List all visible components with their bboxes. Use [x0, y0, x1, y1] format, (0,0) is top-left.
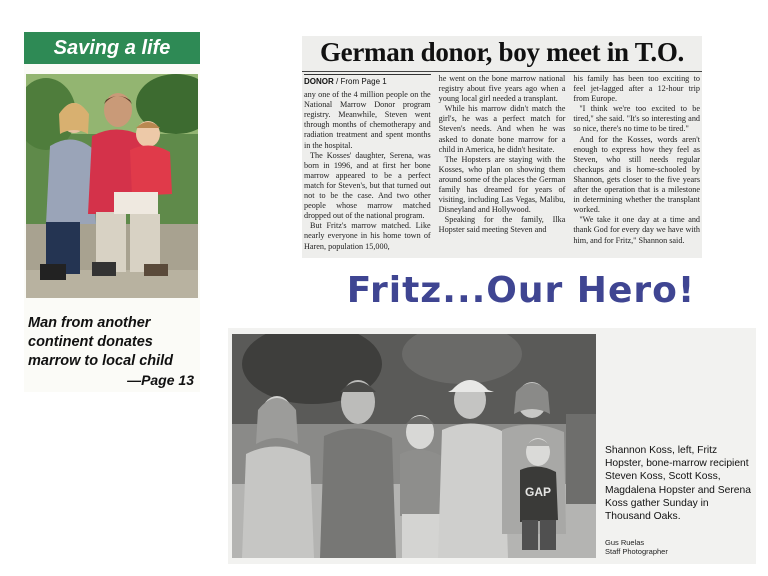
article-byline	[304, 74, 431, 87]
photo-credit	[605, 538, 751, 556]
article-paragraph: he went on the bone marrow national registry about five years ago when a young local girl needed a transplant.	[438, 74, 566, 104]
left-banner: Saving a life	[24, 32, 200, 64]
article-columns	[304, 74, 700, 258]
family-photo-bw	[232, 334, 596, 558]
article-headline: German donor, boy meet in T.O.	[319, 37, 685, 67]
article-paragraph: The Hopsters are staying with the Kosses, who plan on showing them around some of the places the German family has dreamed for years of visiting, including Las Vegas, Malibu, Disneyland and Hollywood.	[438, 154, 566, 215]
article-column-2	[439, 74, 566, 258]
article-clipping	[302, 36, 702, 258]
photo-credit-name: Gus Ruelas	[605, 538, 645, 547]
article-column-3	[573, 74, 700, 258]
article-column-1	[304, 74, 431, 258]
photo-credit-title: Staff Photographer	[605, 547, 668, 556]
family-photo-color	[26, 74, 198, 298]
shirt-lettering: GAP	[524, 485, 552, 499]
left-headline: Man from another continent donates marrow to local child	[28, 315, 174, 369]
article-paragraph: The Kosses' daughter, Serena, was born in 1996, and at first her bone marrow appeared to be a perfect match for Steven's, but that turned out not to be the case. And two other people whose marrow matched dropped out of the national program.	[304, 150, 431, 221]
article-paragraph: his family has been too exciting to feel jet-lagged after a 12-hour trip from Europe.	[573, 74, 701, 104]
photo-caption: Shannon Koss, left, Fritz Hopster, bone-marrow recipient Steven Koss, Scott Koss, Magdalena Hopster and Serena Koss gather Sunday in Thousand Oaks.	[605, 445, 751, 523]
left-page-reference: —Page 13	[127, 372, 194, 388]
group-photo	[232, 334, 596, 558]
byline-from-page: / From Page 1	[336, 77, 387, 86]
article-paragraph: And for the Kosses, words aren't enough to express how they feel as Steven, who still needs regular checkups and is home-schooled by Shannon, gets closer to the five years after the operation that is a milestone in determining whether the transplant worked.	[573, 134, 701, 215]
article-paragraph: While his marrow didn't match the girl's, he was a perfect match for Steven's needs. And when he was asked to donate bone marrow for a child in America, he didn't hesitate.	[438, 104, 566, 154]
article-paragraph: any one of the 4 million people on the National Marrow Donor program registry. Meanwhile, Steven went through months of chemotherapy and radiation treatment and spent months in the hospital.	[304, 90, 431, 150]
byline-section: DONOR	[304, 77, 334, 86]
headline-rule	[302, 71, 702, 72]
article-paragraph: "We take it one day at a time and thank God for every day we have with him, and for Fritz," Shannon said.	[573, 215, 701, 245]
article-paragraph: "I think we're too excited to be tired," she said. "It's so interesting and so nice, there's no time to be tired."	[573, 104, 701, 134]
hero-title: Fritz...Our Hero!	[346, 270, 696, 311]
article-paragraph: Speaking for the family, Ilka Hopster said meeting Steven and	[438, 215, 566, 235]
left-clipping	[24, 32, 200, 392]
left-color-photo	[26, 74, 198, 298]
article-paragraph: But Fritz's marrow matched. Like nearly everyone in his home town of Haren, population 15,000,	[304, 221, 431, 251]
bottom-clipping	[228, 328, 756, 564]
